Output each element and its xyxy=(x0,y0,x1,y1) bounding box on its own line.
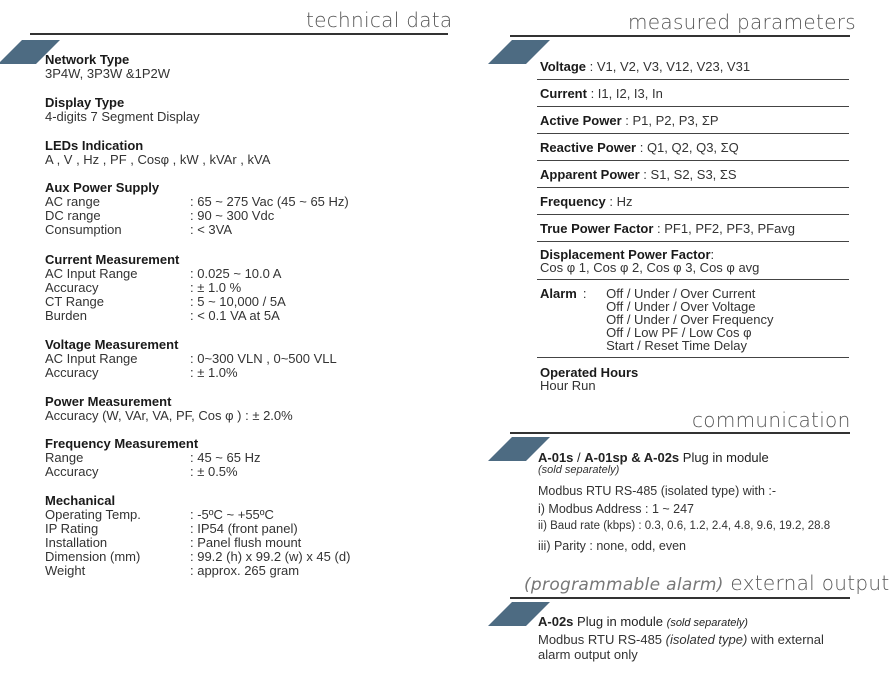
plug-in-module-label: Plug in module xyxy=(679,450,769,465)
module-name-a01s: A-01s xyxy=(538,450,574,465)
param-reactive-power xyxy=(537,135,849,161)
external-output-title xyxy=(538,615,748,630)
param-active-power xyxy=(537,108,849,134)
network-type-title: Network Type xyxy=(45,52,130,67)
power-measurement-title: Power Measurement xyxy=(45,394,172,409)
isolated-type-note: (isolated type) xyxy=(665,632,748,647)
external-output-heading xyxy=(524,571,889,595)
spec-value: : 90 ~ 300 Vdc xyxy=(190,208,275,223)
spec-key: Range xyxy=(45,450,84,465)
spec-row xyxy=(45,536,350,550)
alarm-option: Off / Under / Over Current xyxy=(606,286,756,301)
param-label: Active Power xyxy=(540,113,622,128)
spec-value: : 65 ~ 275 Vac (45 ~ 65 Hz) xyxy=(190,194,349,209)
param-value: : S1, S2, S3, ΣS xyxy=(639,167,737,182)
display-type-value: 4-digits 7 Segment Display xyxy=(45,109,200,124)
frequency-measurement-title: Frequency Measurement xyxy=(45,436,199,451)
aux-power-title: Aux Power Supply xyxy=(45,180,160,195)
mechanical-title: Mechanical xyxy=(45,493,116,508)
mechanical-section xyxy=(45,494,350,578)
spec-row xyxy=(45,465,260,479)
spec-key: Accuracy xyxy=(45,365,99,380)
spec-row xyxy=(45,195,349,209)
operated-hours-value: Hour Run xyxy=(540,378,596,393)
alarm-options-list xyxy=(606,287,773,352)
sold-separately-note: (sold separately) xyxy=(666,617,748,629)
power-measurement-value: Accuracy (W, VAr, VA, PF, Cos φ ) : ± 2.0% xyxy=(45,408,293,423)
spec-value: : ± 1.0 % xyxy=(190,280,242,295)
comm-line: iii) Parity : none, odd, even xyxy=(538,539,686,553)
spec-value: : 0.025 ~ 10.0 A xyxy=(190,266,282,281)
param-label: Current xyxy=(540,86,587,101)
comm-line: ii) Baud rate (kbps) : 0.3, 0.6, 1.2, 2.4, 4.8, 9.6, 19.2, 28.8 xyxy=(538,520,831,532)
param-value: : P1, P2, P3, ΣP xyxy=(621,113,719,128)
spec-row xyxy=(45,267,286,281)
spec-row xyxy=(45,352,337,366)
param-apparent-power xyxy=(537,162,849,188)
frequency-measurement-section xyxy=(45,437,260,479)
external-output-label: external output xyxy=(730,571,890,595)
alarm-option: Start / Reset Time Delay xyxy=(606,338,747,353)
spec-row xyxy=(45,281,286,295)
param-displacement-power-factor xyxy=(537,243,849,280)
network-type-section xyxy=(45,53,170,81)
spec-row xyxy=(45,223,349,237)
param-label: Alarm xyxy=(540,286,577,301)
voltage-measurement-section xyxy=(45,338,337,380)
external-output-line-2: alarm output only xyxy=(538,647,638,662)
param-value: : PF1, PF2, PF3, PFavg xyxy=(653,221,796,236)
spec-value: : -5ºC ~ +55ºC xyxy=(190,507,274,522)
technical-data-rule xyxy=(30,33,448,35)
spec-value: : Panel flush mount xyxy=(190,535,302,550)
spec-key: CT Range xyxy=(45,294,105,309)
voltage-measurement-title: Voltage Measurement xyxy=(45,337,179,352)
leds-value: A , V , Hz , PF , Cosφ , kW , kVAr , kVA xyxy=(45,152,271,167)
spec-key: DC range xyxy=(45,208,101,223)
spec-value: : ± 0.5% xyxy=(190,464,238,479)
param-value: : Hz xyxy=(605,194,633,209)
operated-hours-section xyxy=(540,366,638,392)
alarm-option: Off / Under / Over Voltage xyxy=(606,299,756,314)
spec-key: Consumption xyxy=(45,222,122,237)
current-measurement-title: Current Measurement xyxy=(45,252,180,267)
external-output-line-1 xyxy=(538,632,824,647)
spec-value: : 0~300 VLN , 0~500 VLL xyxy=(190,351,337,366)
spec-row xyxy=(45,209,349,223)
operated-hours-title: Operated Hours xyxy=(540,365,639,380)
spec-row xyxy=(45,295,286,309)
spec-key: Burden xyxy=(45,308,87,323)
spec-value: : 5 ~ 10,000 / 5A xyxy=(190,294,286,309)
spec-value: : < 0.1 VA at 5A xyxy=(190,308,280,323)
aux-power-section xyxy=(45,181,349,237)
programmable-alarm-label: (programmable alarm) xyxy=(524,575,724,595)
communication-heading: communication xyxy=(692,408,851,432)
leds-section xyxy=(45,139,270,167)
module-name-a02s: A-02s xyxy=(538,614,574,629)
sold-separately-note: (sold separately) xyxy=(538,464,620,476)
spec-key: Dimension (mm) xyxy=(45,549,141,564)
spec-row xyxy=(45,309,286,323)
param-colon: : xyxy=(710,247,715,262)
spec-key: Operating Temp. xyxy=(45,507,141,522)
param-true-power-factor xyxy=(537,216,849,242)
param-value: : V1, V2, V3, V12, V23, V31 xyxy=(586,59,751,74)
plug-in-module-label: Plug in module xyxy=(573,614,667,629)
spec-row xyxy=(45,451,260,465)
alarm-option: Off / Under / Over Frequency xyxy=(606,312,774,327)
spec-row xyxy=(45,508,350,522)
technical-data-heading: technical data xyxy=(306,8,453,32)
spec-value: : 99.2 (h) x 99.2 (w) x 45 (d) xyxy=(190,549,351,564)
spec-key: AC range xyxy=(45,194,100,209)
param-label: Displacement Power Factor xyxy=(540,247,711,262)
line-text: with external xyxy=(747,632,824,647)
param-value: : Q1, Q2, Q3, ΣQ xyxy=(636,140,739,155)
display-type-title: Display Type xyxy=(45,95,125,110)
spec-key: IP Rating xyxy=(45,521,99,536)
param-current xyxy=(537,81,849,107)
spec-key: Accuracy xyxy=(45,464,99,479)
spec-value: : < 3VA xyxy=(190,222,233,237)
display-type-section xyxy=(45,96,200,124)
param-colon: : xyxy=(582,286,587,301)
current-measurement-section xyxy=(45,253,286,323)
leds-title: LEDs Indication xyxy=(45,138,144,153)
spec-key: AC Input Range xyxy=(45,351,138,366)
spec-row xyxy=(45,366,337,380)
param-label: Frequency xyxy=(540,194,606,209)
communication-rule xyxy=(510,432,850,434)
measured-parameters-rule xyxy=(510,35,850,37)
spec-value: : approx. 265 gram xyxy=(190,563,300,578)
param-value: : I1, I2, I3, In xyxy=(586,86,663,101)
spec-value: : 45 ~ 65 Hz xyxy=(190,450,261,465)
spec-key: Accuracy xyxy=(45,280,99,295)
communication-title xyxy=(538,451,769,465)
spec-row xyxy=(45,522,350,536)
spec-value: : ± 1.0% xyxy=(190,365,238,380)
external-output-rule xyxy=(510,597,850,599)
power-measurement-section xyxy=(45,395,293,423)
module-name-a01sp-a02s: A-01sp & A-02s xyxy=(584,450,680,465)
param-frequency xyxy=(537,189,849,215)
network-type-value: 3P4W, 3P3W &1P2W xyxy=(45,66,170,81)
spec-key: Weight xyxy=(45,563,86,578)
param-label: Apparent Power xyxy=(540,167,640,182)
param-value: Cos φ 1, Cos φ 2, Cos φ 3, Cos φ avg xyxy=(540,260,760,275)
spec-value: : IP54 (front panel) xyxy=(190,521,298,536)
alarm-option: Off / Low PF / Low Cos φ xyxy=(606,325,752,340)
spec-row xyxy=(45,564,350,578)
param-label: Reactive Power xyxy=(540,140,637,155)
param-label: True Power Factor xyxy=(540,221,654,236)
spec-key: Installation xyxy=(45,535,108,550)
comm-line: i) Modbus Address : 1 ~ 247 xyxy=(538,502,694,516)
spec-row xyxy=(45,550,350,564)
param-voltage xyxy=(537,54,849,80)
measured-parameters-heading: measured parameters xyxy=(628,10,856,34)
line-text: Modbus RTU RS-485 xyxy=(538,632,666,647)
param-label: Voltage xyxy=(540,59,586,74)
spec-key: AC Input Range xyxy=(45,266,138,281)
param-alarm xyxy=(537,282,849,358)
comm-line: Modbus RTU RS-485 (isolated type) with :- xyxy=(538,484,777,498)
title-separator: / xyxy=(573,450,585,465)
